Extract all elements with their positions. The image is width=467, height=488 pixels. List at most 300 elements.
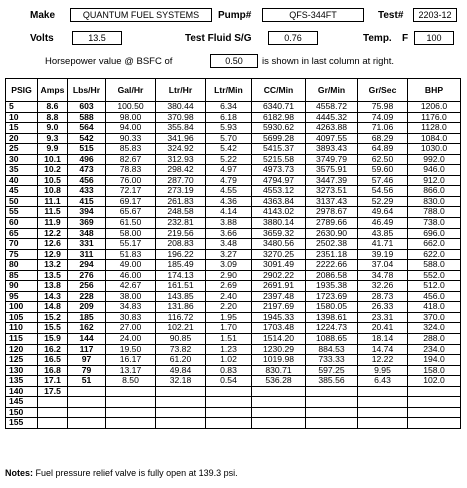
cell-bhp bbox=[408, 418, 461, 429]
cell-gal-hr: 58.00 bbox=[106, 228, 156, 239]
cell-lbs-hr: 276 bbox=[68, 270, 106, 281]
pump-label: Pump# bbox=[218, 10, 252, 21]
cell-amps: 10.2 bbox=[38, 165, 68, 176]
cell-gr-sec: 64.89 bbox=[358, 144, 408, 155]
table-body bbox=[6, 102, 461, 429]
cell-cc-min: 2691.91 bbox=[252, 281, 306, 292]
cell-ltr-min: 3.48 bbox=[206, 239, 252, 250]
cell-psig: 150 bbox=[6, 407, 38, 418]
table-header-row bbox=[6, 79, 461, 102]
cell-gr-sec: 41.71 bbox=[358, 239, 408, 250]
col-ltr-hr: Ltr/Hr bbox=[156, 79, 206, 102]
cell-bhp: 512.0 bbox=[408, 281, 461, 292]
cell-ltr-hr: 380.44 bbox=[156, 102, 206, 113]
cell-gal-hr: 78.83 bbox=[106, 165, 156, 176]
cell-gal-hr: 13.17 bbox=[106, 365, 156, 376]
temp-label: Temp. bbox=[363, 33, 392, 44]
cell-ltr-min: 5.93 bbox=[206, 123, 252, 134]
cell-ltr-hr bbox=[156, 397, 206, 408]
cell-amps: 10.5 bbox=[38, 175, 68, 186]
cell-bhp: 830.0 bbox=[408, 196, 461, 207]
cell-gr-sec: 34.78 bbox=[358, 270, 408, 281]
cell-gal-hr: 85.83 bbox=[106, 144, 156, 155]
cell-gal-hr: 100.50 bbox=[106, 102, 156, 113]
cell-lbs-hr: 311 bbox=[68, 249, 106, 260]
cell-ltr-min: 2.20 bbox=[206, 302, 252, 313]
col-gal-hr: Gal/Hr bbox=[106, 79, 156, 102]
cell-bhp: 1084.0 bbox=[408, 133, 461, 144]
cell-psig: 100 bbox=[6, 302, 38, 313]
cell-cc-min bbox=[252, 418, 306, 429]
cell-ltr-hr: 143.85 bbox=[156, 291, 206, 302]
table-row bbox=[6, 302, 461, 313]
cell-gr-min: 2789.66 bbox=[306, 218, 358, 229]
cell-ltr-hr: 273.19 bbox=[156, 186, 206, 197]
cell-psig: 130 bbox=[6, 365, 38, 376]
col-ltr-min: Ltr/Min bbox=[206, 79, 252, 102]
cell-ltr-min: 2.90 bbox=[206, 270, 252, 281]
cell-cc-min: 6182.98 bbox=[252, 112, 306, 123]
cell-cc-min bbox=[252, 386, 306, 397]
cell-gr-sec: 71.06 bbox=[358, 123, 408, 134]
cell-ltr-hr: 131.86 bbox=[156, 302, 206, 313]
cell-bhp: 1176.0 bbox=[408, 112, 461, 123]
cell-gr-sec: 20.41 bbox=[358, 323, 408, 334]
cell-cc-min bbox=[252, 397, 306, 408]
cell-gal-hr: 38.00 bbox=[106, 291, 156, 302]
cell-ltr-min: 4.79 bbox=[206, 175, 252, 186]
cell-ltr-hr bbox=[156, 418, 206, 429]
cell-ltr-min: 2.40 bbox=[206, 291, 252, 302]
cell-bhp: 912.0 bbox=[408, 175, 461, 186]
cell-ltr-hr: 261.83 bbox=[156, 196, 206, 207]
cell-gr-min: 3893.43 bbox=[306, 144, 358, 155]
cell-lbs-hr: 496 bbox=[68, 154, 106, 165]
cell-amps: 10.1 bbox=[38, 154, 68, 165]
cell-amps: 8.8 bbox=[38, 112, 68, 123]
cell-gal-hr: 8.50 bbox=[106, 376, 156, 387]
notes-text: Fuel pressure relief valve is fully open at 139.3 psi. bbox=[35, 468, 238, 478]
cell-gal-hr: 65.67 bbox=[106, 207, 156, 218]
cell-ltr-hr: 196.22 bbox=[156, 249, 206, 260]
cell-bhp: 946.0 bbox=[408, 165, 461, 176]
cell-cc-min: 3091.49 bbox=[252, 260, 306, 271]
fluid-label: Test Fluid S/G bbox=[185, 33, 252, 44]
cell-ltr-min: 1.70 bbox=[206, 323, 252, 334]
cell-psig: 125 bbox=[6, 355, 38, 366]
cell-ltr-min bbox=[206, 386, 252, 397]
cell-amps bbox=[38, 397, 68, 408]
cell-ltr-min: 3.88 bbox=[206, 218, 252, 229]
cell-gal-hr: 42.67 bbox=[106, 281, 156, 292]
cell-lbs-hr: 433 bbox=[68, 186, 106, 197]
cell-gal-hr bbox=[106, 407, 156, 418]
make-label: Make bbox=[30, 10, 56, 21]
cell-psig: 120 bbox=[6, 344, 38, 355]
cell-ltr-hr: 73.82 bbox=[156, 344, 206, 355]
cell-gr-min: 2086.58 bbox=[306, 270, 358, 281]
cell-bhp: 102.0 bbox=[408, 376, 461, 387]
cell-bhp: 1128.0 bbox=[408, 123, 461, 134]
cell-ltr-hr bbox=[156, 386, 206, 397]
col-cc-min: CC/Min bbox=[252, 79, 306, 102]
cell-bhp: 234.0 bbox=[408, 344, 461, 355]
cell-gr-sec: 9.95 bbox=[358, 365, 408, 376]
cell-gr-min: 2222.66 bbox=[306, 260, 358, 271]
table-row bbox=[6, 270, 461, 281]
cell-ltr-hr: 61.20 bbox=[156, 355, 206, 366]
cell-ltr-hr: 174.13 bbox=[156, 270, 206, 281]
cell-lbs-hr: 394 bbox=[68, 207, 106, 218]
cell-bhp: 1030.0 bbox=[408, 144, 461, 155]
cell-ltr-min bbox=[206, 407, 252, 418]
cell-gr-min: 1935.38 bbox=[306, 281, 358, 292]
cell-amps: 12.6 bbox=[38, 239, 68, 250]
cell-gr-sec bbox=[358, 397, 408, 408]
cell-bhp: 288.0 bbox=[408, 334, 461, 345]
cell-ltr-min: 6.18 bbox=[206, 112, 252, 123]
cell-ltr-hr: 324.92 bbox=[156, 144, 206, 155]
cell-gal-hr: 55.17 bbox=[106, 239, 156, 250]
cell-ltr-hr: 208.83 bbox=[156, 239, 206, 250]
cell-gr-sec: 46.49 bbox=[358, 218, 408, 229]
col-amps: Amps bbox=[38, 79, 68, 102]
volts-label: Volts bbox=[30, 33, 54, 44]
cell-amps: 11.1 bbox=[38, 196, 68, 207]
cell-psig: 40 bbox=[6, 175, 38, 186]
table-row bbox=[6, 386, 461, 397]
cell-lbs-hr: 603 bbox=[68, 102, 106, 113]
cell-lbs-hr: 117 bbox=[68, 344, 106, 355]
cell-cc-min: 6340.71 bbox=[252, 102, 306, 113]
cell-gr-min: 3273.51 bbox=[306, 186, 358, 197]
hp-suffix: is shown in last column at right. bbox=[262, 56, 395, 67]
cell-gr-min bbox=[306, 407, 358, 418]
cell-psig: 55 bbox=[6, 207, 38, 218]
cell-psig: 110 bbox=[6, 323, 38, 334]
make-field: QUANTUM FUEL SYSTEMS bbox=[70, 8, 212, 22]
table-row bbox=[6, 175, 461, 186]
cell-gr-sec: 6.43 bbox=[358, 376, 408, 387]
cell-ltr-hr: 219.56 bbox=[156, 228, 206, 239]
col-bhp: BHP bbox=[408, 79, 461, 102]
cell-cc-min: 5930.62 bbox=[252, 123, 306, 134]
cell-gr-min: 3575.91 bbox=[306, 165, 358, 176]
cell-lbs-hr: 348 bbox=[68, 228, 106, 239]
cell-bhp: 418.0 bbox=[408, 302, 461, 313]
cell-amps: 12.9 bbox=[38, 249, 68, 260]
cell-cc-min: 1703.48 bbox=[252, 323, 306, 334]
cell-gr-min: 4558.72 bbox=[306, 102, 358, 113]
cell-gal-hr bbox=[106, 397, 156, 408]
cell-ltr-hr: 341.96 bbox=[156, 133, 206, 144]
cell-psig: 155 bbox=[6, 418, 38, 429]
table-row bbox=[6, 133, 461, 144]
cell-bhp: 1206.0 bbox=[408, 102, 461, 113]
bsfc-field: 0.50 bbox=[210, 54, 258, 68]
cell-ltr-min bbox=[206, 397, 252, 408]
cell-gr-min: 385.56 bbox=[306, 376, 358, 387]
cell-gal-hr: 94.00 bbox=[106, 123, 156, 134]
cell-gal-hr: 19.50 bbox=[106, 344, 156, 355]
cell-amps: 14.3 bbox=[38, 291, 68, 302]
cell-amps: 12.2 bbox=[38, 228, 68, 239]
cell-ltr-hr: 32.18 bbox=[156, 376, 206, 387]
table-row bbox=[6, 123, 461, 134]
cell-gal-hr bbox=[106, 386, 156, 397]
cell-amps: 11.5 bbox=[38, 207, 68, 218]
table-row bbox=[6, 376, 461, 387]
cell-gr-min: 2351.18 bbox=[306, 249, 358, 260]
table-row bbox=[6, 323, 461, 334]
cell-gr-min: 1224.73 bbox=[306, 323, 358, 334]
cell-psig: 25 bbox=[6, 144, 38, 155]
cell-psig: 115 bbox=[6, 334, 38, 345]
cell-gr-sec: 57.46 bbox=[358, 175, 408, 186]
table-row bbox=[6, 112, 461, 123]
table-row bbox=[6, 207, 461, 218]
cell-bhp: 662.0 bbox=[408, 239, 461, 250]
table-row bbox=[6, 355, 461, 366]
cell-ltr-hr: 287.70 bbox=[156, 175, 206, 186]
cell-lbs-hr: 542 bbox=[68, 133, 106, 144]
cell-ltr-hr: 90.85 bbox=[156, 334, 206, 345]
hp-prefix: Horsepower value @ BSFC of bbox=[45, 56, 173, 67]
cell-psig: 75 bbox=[6, 249, 38, 260]
cell-psig: 145 bbox=[6, 397, 38, 408]
cell-gal-hr: 90.33 bbox=[106, 133, 156, 144]
cell-gr-min bbox=[306, 418, 358, 429]
cell-lbs-hr: 209 bbox=[68, 302, 106, 313]
cell-gr-sec: 75.98 bbox=[358, 102, 408, 113]
cell-gr-sec: 23.31 bbox=[358, 312, 408, 323]
table-row bbox=[6, 281, 461, 292]
cell-gal-hr: 46.00 bbox=[106, 270, 156, 281]
cell-amps: 9.3 bbox=[38, 133, 68, 144]
cell-cc-min: 3659.32 bbox=[252, 228, 306, 239]
cell-gr-sec: 62.50 bbox=[358, 154, 408, 165]
cell-lbs-hr bbox=[68, 418, 106, 429]
cell-ltr-hr: 312.93 bbox=[156, 154, 206, 165]
cell-lbs-hr: 51 bbox=[68, 376, 106, 387]
cell-gr-min: 733.33 bbox=[306, 355, 358, 366]
cell-cc-min: 3270.25 bbox=[252, 249, 306, 260]
cell-bhp: 738.0 bbox=[408, 218, 461, 229]
cell-ltr-min: 1.02 bbox=[206, 355, 252, 366]
cell-lbs-hr: 564 bbox=[68, 123, 106, 134]
cell-lbs-hr: 515 bbox=[68, 144, 106, 155]
cell-ltr-hr: 161.51 bbox=[156, 281, 206, 292]
cell-gr-min: 3447.39 bbox=[306, 175, 358, 186]
table-row bbox=[6, 397, 461, 408]
cell-bhp: 788.0 bbox=[408, 207, 461, 218]
cell-bhp: 456.0 bbox=[408, 291, 461, 302]
cell-amps: 13.8 bbox=[38, 281, 68, 292]
cell-ltr-min: 1.23 bbox=[206, 344, 252, 355]
cell-lbs-hr: 79 bbox=[68, 365, 106, 376]
notes bbox=[5, 468, 238, 478]
cell-ltr-min: 6.34 bbox=[206, 102, 252, 113]
cell-gr-sec bbox=[358, 418, 408, 429]
cell-psig: 140 bbox=[6, 386, 38, 397]
cell-ltr-hr: 370.98 bbox=[156, 112, 206, 123]
cell-amps: 17.1 bbox=[38, 376, 68, 387]
cell-bhp bbox=[408, 407, 461, 418]
cell-lbs-hr: 294 bbox=[68, 260, 106, 271]
cell-psig: 15 bbox=[6, 123, 38, 134]
cell-gr-min: 884.53 bbox=[306, 344, 358, 355]
col-gr-min: Gr/Min bbox=[306, 79, 358, 102]
cell-amps bbox=[38, 407, 68, 418]
cell-gal-hr: 49.00 bbox=[106, 260, 156, 271]
cell-bhp: 552.0 bbox=[408, 270, 461, 281]
cell-gr-sec: 49.64 bbox=[358, 207, 408, 218]
cell-cc-min: 1514.20 bbox=[252, 334, 306, 345]
cell-amps bbox=[38, 418, 68, 429]
cell-bhp: 158.0 bbox=[408, 365, 461, 376]
cell-gr-min bbox=[306, 397, 358, 408]
cell-amps: 9.9 bbox=[38, 144, 68, 155]
cell-ltr-hr: 355.84 bbox=[156, 123, 206, 134]
cell-ltr-min: 4.97 bbox=[206, 165, 252, 176]
cell-gal-hr: 51.83 bbox=[106, 249, 156, 260]
cell-psig: 95 bbox=[6, 291, 38, 302]
cell-gr-sec: 74.09 bbox=[358, 112, 408, 123]
cell-gal-hr: 82.67 bbox=[106, 154, 156, 165]
cell-ltr-hr: 185.49 bbox=[156, 260, 206, 271]
cell-cc-min: 3480.56 bbox=[252, 239, 306, 250]
cell-ltr-hr: 232.81 bbox=[156, 218, 206, 229]
table-row bbox=[6, 165, 461, 176]
cell-gr-min: 4445.32 bbox=[306, 112, 358, 123]
cell-cc-min: 1019.98 bbox=[252, 355, 306, 366]
cell-amps: 16.2 bbox=[38, 344, 68, 355]
cell-gr-min: 3137.43 bbox=[306, 196, 358, 207]
cell-gal-hr: 34.83 bbox=[106, 302, 156, 313]
cell-ltr-min: 3.66 bbox=[206, 228, 252, 239]
cell-psig: 70 bbox=[6, 239, 38, 250]
cell-gr-min: 1723.69 bbox=[306, 291, 358, 302]
table-row bbox=[6, 228, 461, 239]
cell-lbs-hr: 588 bbox=[68, 112, 106, 123]
cell-psig: 35 bbox=[6, 165, 38, 176]
cell-gr-sec: 18.14 bbox=[358, 334, 408, 345]
cell-ltr-min: 0.83 bbox=[206, 365, 252, 376]
cell-gal-hr: 76.00 bbox=[106, 175, 156, 186]
cell-lbs-hr: 456 bbox=[68, 175, 106, 186]
cell-psig: 65 bbox=[6, 228, 38, 239]
cell-bhp: 588.0 bbox=[408, 260, 461, 271]
cell-psig: 45 bbox=[6, 186, 38, 197]
cell-psig: 80 bbox=[6, 260, 38, 271]
test-label: Test# bbox=[378, 10, 404, 21]
cell-ltr-hr bbox=[156, 407, 206, 418]
cell-gal-hr: 98.00 bbox=[106, 112, 156, 123]
table-row bbox=[6, 407, 461, 418]
cell-gal-hr: 30.83 bbox=[106, 312, 156, 323]
temp-unit: F bbox=[402, 33, 409, 44]
volts-field: 13.5 bbox=[72, 31, 122, 45]
cell-bhp: 992.0 bbox=[408, 154, 461, 165]
cell-gr-sec: 39.19 bbox=[358, 249, 408, 260]
cell-gr-min: 3749.79 bbox=[306, 154, 358, 165]
cell-gr-min: 4263.88 bbox=[306, 123, 358, 134]
cell-lbs-hr: 256 bbox=[68, 281, 106, 292]
cell-amps: 11.9 bbox=[38, 218, 68, 229]
cell-psig: 60 bbox=[6, 218, 38, 229]
cell-lbs-hr bbox=[68, 386, 106, 397]
cell-bhp: 370.0 bbox=[408, 312, 461, 323]
cell-ltr-min: 0.54 bbox=[206, 376, 252, 387]
cell-gal-hr: 24.00 bbox=[106, 334, 156, 345]
cell-amps: 15.5 bbox=[38, 323, 68, 334]
cell-ltr-min: 4.55 bbox=[206, 186, 252, 197]
cell-ltr-min: 1.51 bbox=[206, 334, 252, 345]
fluid-field: 0.76 bbox=[268, 31, 318, 45]
cell-amps: 14.8 bbox=[38, 302, 68, 313]
cell-lbs-hr: 331 bbox=[68, 239, 106, 250]
cell-gr-sec: 52.29 bbox=[358, 196, 408, 207]
cell-bhp bbox=[408, 397, 461, 408]
table-row bbox=[6, 144, 461, 155]
cell-amps: 16.5 bbox=[38, 355, 68, 366]
cell-cc-min: 4553.12 bbox=[252, 186, 306, 197]
cell-amps: 15.2 bbox=[38, 312, 68, 323]
cell-lbs-hr: 162 bbox=[68, 323, 106, 334]
cell-gr-sec bbox=[358, 407, 408, 418]
cell-bhp: 324.0 bbox=[408, 323, 461, 334]
col-psig: PSIG bbox=[6, 79, 38, 102]
cell-gr-sec bbox=[358, 386, 408, 397]
cell-lbs-hr: 415 bbox=[68, 196, 106, 207]
cell-psig: 50 bbox=[6, 196, 38, 207]
cell-cc-min: 4143.02 bbox=[252, 207, 306, 218]
cell-gr-sec: 54.56 bbox=[358, 186, 408, 197]
cell-cc-min: 1230.29 bbox=[252, 344, 306, 355]
cell-cc-min: 4363.84 bbox=[252, 196, 306, 207]
cell-cc-min: 2902.22 bbox=[252, 270, 306, 281]
cell-ltr-min: 5.42 bbox=[206, 144, 252, 155]
cell-gr-sec: 43.85 bbox=[358, 228, 408, 239]
cell-gal-hr: 72.17 bbox=[106, 186, 156, 197]
cell-cc-min: 4794.97 bbox=[252, 175, 306, 186]
cell-gr-min: 2502.38 bbox=[306, 239, 358, 250]
cell-gr-sec: 37.04 bbox=[358, 260, 408, 271]
pump-field: QFS-344FT bbox=[262, 8, 364, 22]
cell-cc-min: 830.71 bbox=[252, 365, 306, 376]
cell-cc-min: 5215.58 bbox=[252, 154, 306, 165]
cell-lbs-hr: 97 bbox=[68, 355, 106, 366]
table-row bbox=[6, 102, 461, 113]
cell-ltr-hr: 102.21 bbox=[156, 323, 206, 334]
cell-ltr-min: 4.14 bbox=[206, 207, 252, 218]
cell-lbs-hr bbox=[68, 407, 106, 418]
table-row bbox=[6, 239, 461, 250]
cell-cc-min: 536.28 bbox=[252, 376, 306, 387]
cell-bhp: 622.0 bbox=[408, 249, 461, 260]
table-row bbox=[6, 365, 461, 376]
cell-gal-hr: 69.17 bbox=[106, 196, 156, 207]
cell-gr-min: 2978.67 bbox=[306, 207, 358, 218]
cell-lbs-hr bbox=[68, 397, 106, 408]
cell-gr-min: 597.25 bbox=[306, 365, 358, 376]
cell-psig: 30 bbox=[6, 154, 38, 165]
cell-ltr-min: 2.69 bbox=[206, 281, 252, 292]
cell-amps: 10.8 bbox=[38, 186, 68, 197]
cell-lbs-hr: 228 bbox=[68, 291, 106, 302]
cell-psig: 90 bbox=[6, 281, 38, 292]
col-gr-sec: Gr/Sec bbox=[358, 79, 408, 102]
